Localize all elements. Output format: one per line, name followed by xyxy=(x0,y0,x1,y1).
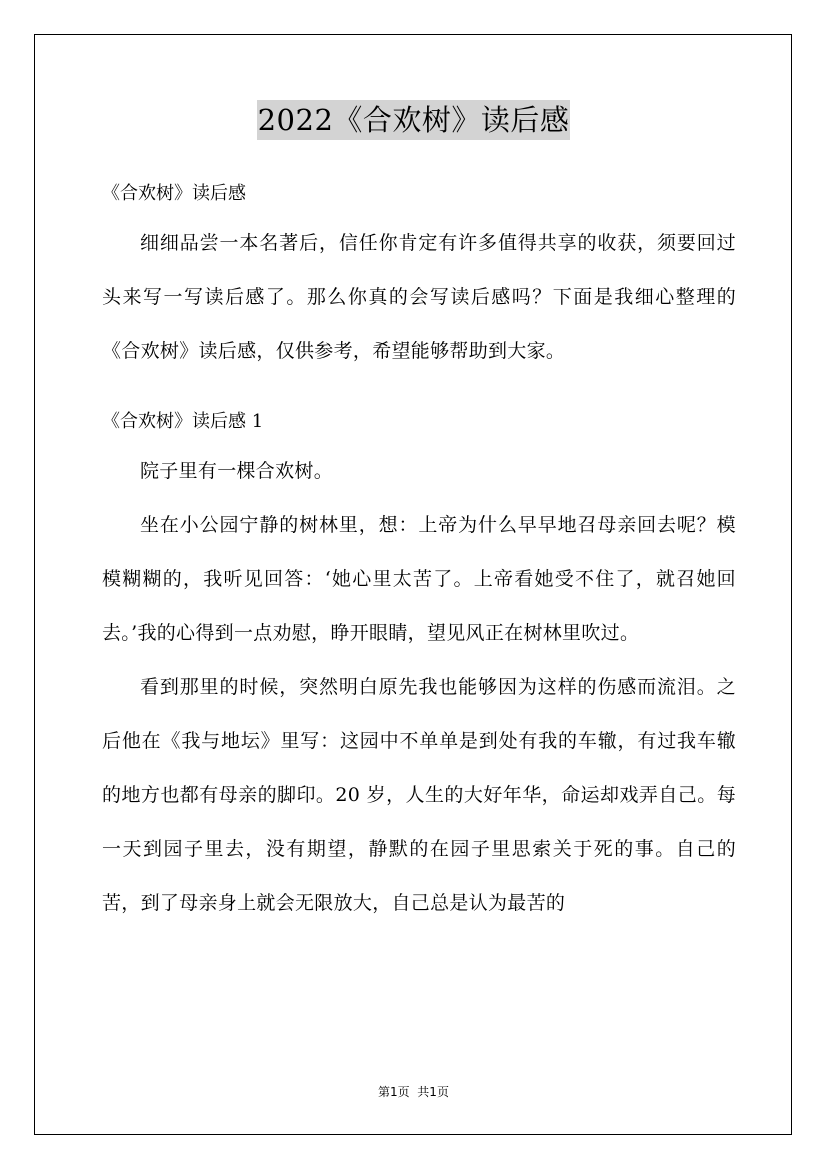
body-paragraph: 看到那里的时候，突然明白原先我也能够因为这样的伤感而流泪。之后他在《我与地坛》里写：这园中不单单是到处有我的车辙，有过我车辙的地方也都有母亲的脚印。20 岁，人生的大好年华，命运却戏弄自己。每一天到园子里去，没有期望，静默的在园子里思索关于死的事。自己的苦，到了母亲身上就会无限放大，自己总是认为最苦的 xyxy=(102,676,736,914)
page-number-footer: 第1页 共1页 xyxy=(378,1085,449,1099)
intro-paragraph: 细细品尝一本名著后，信任你肯定有许多值得共享的收获，须要回过头来写一写读后感了。那么你真的会写读后感吗？下面是我细心整理的《合欢树》读后感，仅供参考，希望能够帮助到大家。 xyxy=(102,232,736,362)
section-heading: 《合欢树》读后感 1 xyxy=(102,411,264,432)
intro-heading: 《合欢树》读后感 xyxy=(102,183,246,204)
document-body xyxy=(102,172,736,930)
document-title: 2022《合欢树》读后感 xyxy=(257,100,571,140)
section-spacer xyxy=(102,378,736,400)
document-title-wrapper xyxy=(0,100,827,140)
body-paragraph: 坐在小公园宁静的树林里，想：上帝为什么早早地召母亲回去呢？模模糊糊的，我听见回答：‘她心里太苦了。上帝看她受不住了，就召她回去。’我的心得到一点劝慰，睁开眼睛，望见风正在树林里吹过。 xyxy=(102,514,736,644)
body-paragraph: 院子里有一棵合欢树。 xyxy=(140,460,334,482)
